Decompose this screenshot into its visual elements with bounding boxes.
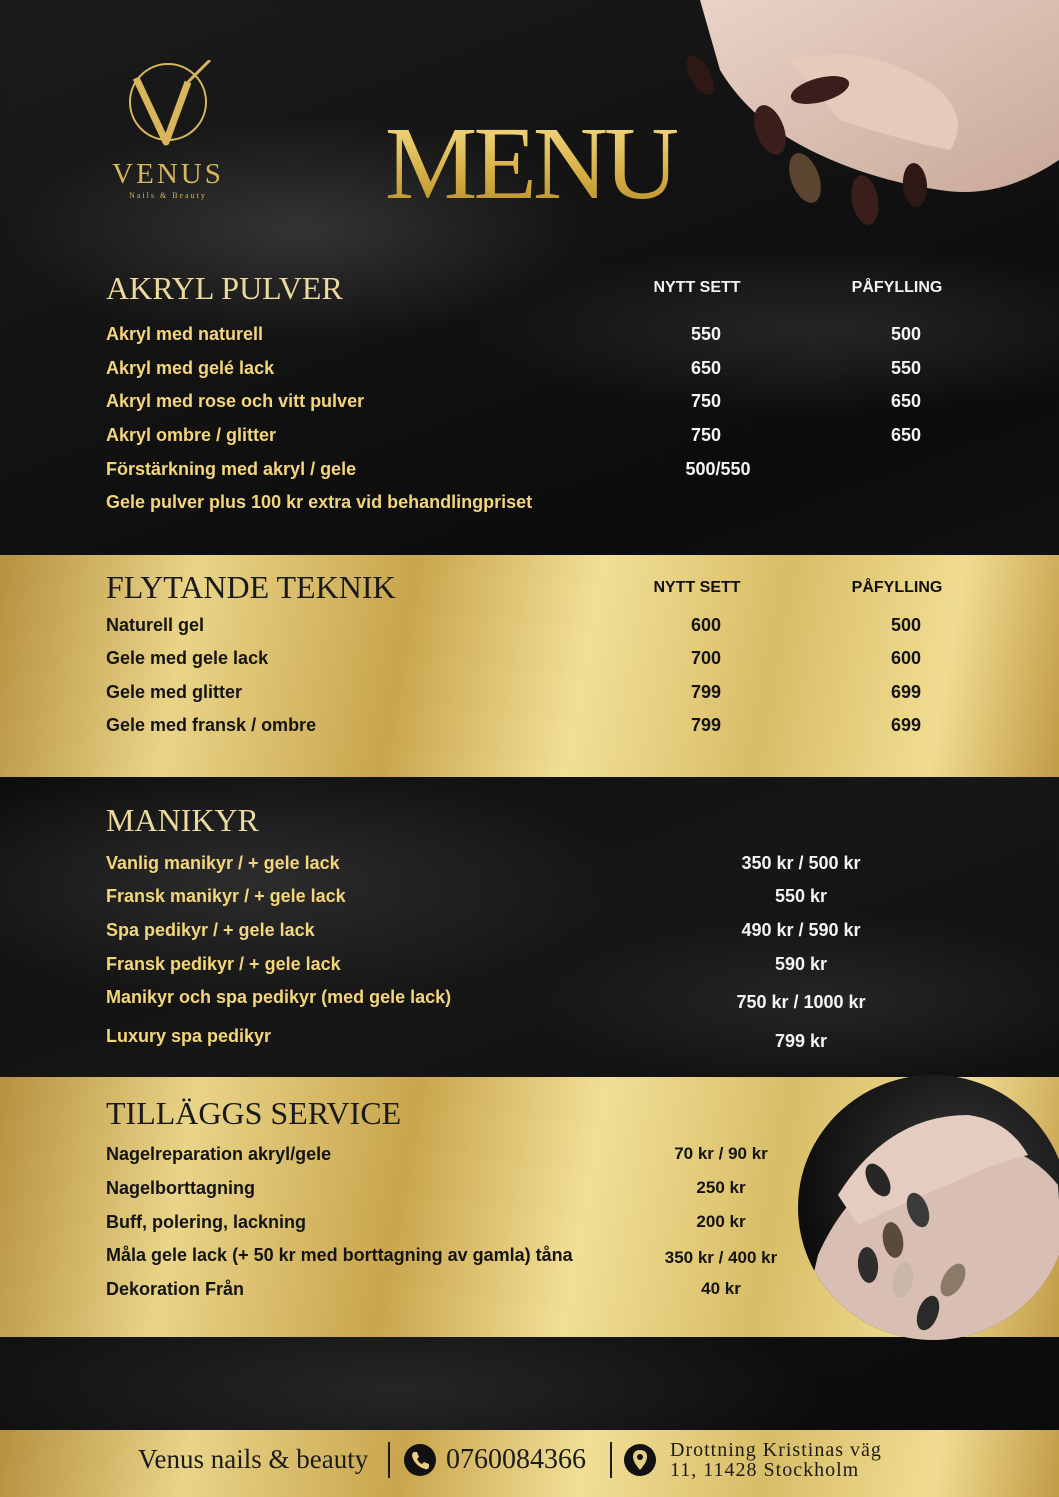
- price-refill: 650: [890, 391, 922, 411]
- price-row: [106, 954, 986, 984]
- price-row: [106, 648, 986, 678]
- price-row: [106, 391, 986, 421]
- price: 200 kr: [696, 1212, 746, 1231]
- service-name: Måla gele lack (+ 50 kr med borttagning av gamla) tåna: [106, 1245, 573, 1265]
- service-name: Fransk manikyr / + gele lack: [106, 886, 346, 906]
- column-header-nytt-sett: NYTT SETT: [653, 279, 741, 296]
- price-row: [106, 1178, 986, 1208]
- brand-name: VENUS: [112, 158, 224, 190]
- price-refill: 500: [890, 615, 922, 635]
- price: 40 kr: [701, 1279, 741, 1298]
- price-new: 799: [690, 715, 722, 735]
- price-new: 650: [690, 358, 722, 378]
- service-name: Akryl med naturell: [106, 324, 264, 344]
- column-header-nytt-sett: NYTT SETT: [653, 579, 741, 596]
- service-name: Fransk pedikyr / + gele lack: [106, 954, 341, 974]
- price-row: [106, 920, 986, 950]
- service-name: Buff, polering, lackning: [106, 1212, 307, 1232]
- price-row: [106, 492, 986, 522]
- price-row: [106, 1245, 986, 1275]
- price-refill: 500: [890, 324, 922, 344]
- service-name: Manikyr och spa pedikyr (med gele lack): [106, 987, 452, 1007]
- section-title: FLYTANDE TEKNIK: [106, 569, 396, 605]
- column-header-pafylling: PÅFYLLING: [851, 579, 943, 596]
- price: 550 kr: [774, 886, 828, 906]
- footer-divider: [610, 1442, 612, 1478]
- price-row: [106, 886, 986, 916]
- price-row: [106, 853, 986, 883]
- price-row: [106, 715, 986, 745]
- price-row: [106, 1212, 986, 1242]
- price: 590 kr: [774, 954, 828, 974]
- page-title: MENU: [380, 112, 680, 216]
- price-new: 750: [690, 391, 722, 411]
- section-title: MANIKYR: [106, 802, 259, 838]
- footer-address: [670, 1440, 882, 1480]
- footer-business-name: Venus nails & beauty: [138, 1444, 369, 1474]
- phone-icon: [404, 1444, 436, 1476]
- venus-v-emblem-icon: [118, 60, 218, 150]
- service-name: Förstärkning med akryl / gele: [106, 459, 357, 479]
- service-name: Gele med gele lack: [106, 648, 269, 668]
- footer-address-line2: 11, 11428 Stockholm: [670, 1459, 860, 1481]
- service-name: Dekoration Från: [106, 1279, 245, 1299]
- price: 490 kr / 590 kr: [741, 920, 861, 940]
- hands-photo-top: [640, 0, 1059, 235]
- service-name: Nagelreparation akryl/gele: [106, 1144, 332, 1164]
- venus-logo: [104, 60, 232, 205]
- price-row: [106, 425, 986, 455]
- column-header-pafylling: PÅFYLLING: [851, 279, 943, 296]
- price: 799 kr: [774, 1031, 828, 1051]
- price-refill: 600: [890, 648, 922, 668]
- price-refill: 699: [890, 715, 922, 735]
- price-row: [106, 459, 986, 489]
- section-title: AKRYL PULVER: [106, 270, 343, 306]
- section-title: TILLÄGGS SERVICE: [106, 1095, 402, 1131]
- price-refill: 550: [890, 358, 922, 378]
- price-refill: 699: [890, 682, 922, 702]
- service-name: Spa pedikyr / + gele lack: [106, 920, 315, 940]
- price-new: 799: [690, 682, 722, 702]
- service-name: Vanlig manikyr / + gele lack: [106, 853, 340, 873]
- price: 350 kr / 500 kr: [741, 853, 861, 873]
- service-name: Nagelborttagning: [106, 1178, 255, 1198]
- price-new: 600: [690, 615, 722, 635]
- service-name: Luxury spa pedikyr: [106, 1026, 272, 1046]
- price-row: [106, 1144, 986, 1174]
- brand-subtitle: Nails & Beauty: [129, 191, 207, 200]
- service-name: Gele med fransk / ombre: [106, 715, 317, 735]
- price-row: [106, 615, 986, 645]
- price-new: 500/550: [685, 459, 751, 479]
- footer-address-line1: Drottning Kristinas väg: [670, 1439, 882, 1461]
- price: 70 kr / 90 kr: [674, 1144, 768, 1163]
- price-new: 750: [690, 425, 722, 445]
- footer-phone[interactable]: 0760084366: [446, 1444, 586, 1475]
- price: 750 kr / 1000 kr: [736, 992, 866, 1012]
- price-row: [106, 1026, 986, 1056]
- price-new: 550: [690, 324, 722, 344]
- service-name: Akryl med rose och vitt pulver: [106, 391, 365, 411]
- price-new: 700: [690, 648, 722, 668]
- price: 350 kr / 400 kr: [664, 1248, 778, 1267]
- location-pin-icon: [624, 1444, 656, 1476]
- service-name: Akryl med gelé lack: [106, 358, 275, 378]
- price-row: [106, 987, 986, 1017]
- service-name: Gele pulver plus 100 kr extra vid behandlingpriset: [106, 492, 533, 512]
- price-refill: 650: [890, 425, 922, 445]
- service-name: Naturell gel: [106, 615, 205, 635]
- price-row: [106, 682, 986, 712]
- price-row: [106, 324, 986, 354]
- service-name: Gele med glitter: [106, 682, 243, 702]
- price-row: [106, 358, 986, 388]
- price: 250 kr: [696, 1178, 746, 1197]
- service-name: Akryl ombre / glitter: [106, 425, 277, 445]
- footer-divider: [388, 1442, 390, 1478]
- price-row: [106, 1279, 986, 1309]
